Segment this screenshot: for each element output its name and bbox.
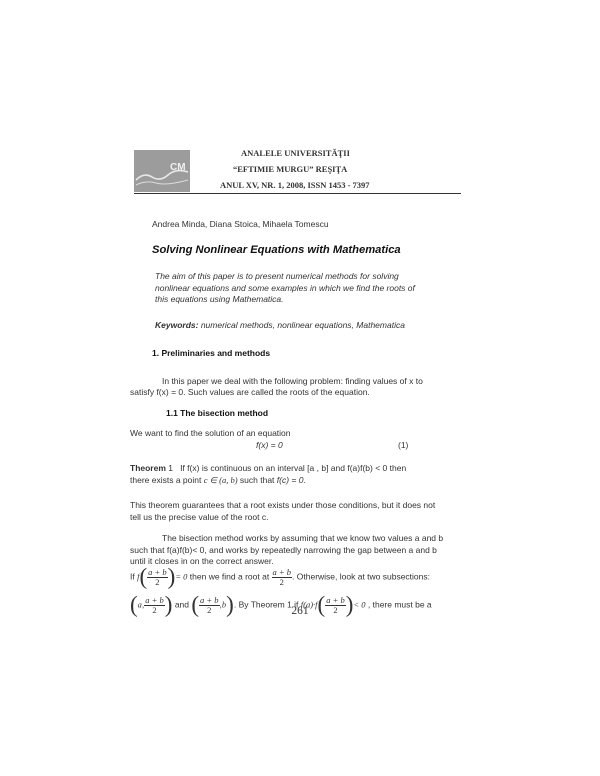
section-heading: 1. Preliminaries and methods: [152, 348, 271, 358]
university-logo: [134, 150, 190, 192]
theorem-text: If f(x) is continuous on an interval [a , b] and f(a)f(b) < 0 then: [180, 463, 407, 473]
fraction-denominator: 2: [152, 604, 157, 615]
left-paren: (: [317, 592, 326, 617]
remark-line: tell us the precise value of the root c.: [130, 511, 269, 522]
theorem-text: .: [303, 475, 306, 485]
authors: Andrea Minda, Diana Stoica, Mihaela Tomescu: [152, 219, 329, 229]
math-comma: ,: [219, 599, 222, 610]
right-paren: ): [167, 564, 176, 589]
subsection-heading: 1.1 The bisection method: [166, 408, 269, 418]
theorem-equation: f(c) = 0: [276, 475, 304, 485]
intro-line: In this paper we deal with the following problem: finding values of x to: [162, 376, 423, 386]
theorem-text: such that: [237, 475, 277, 485]
math-var: a: [137, 599, 142, 610]
math-text: , there must be a: [365, 599, 432, 610]
equation-number: (1): [398, 440, 409, 450]
keywords: [155, 320, 405, 330]
abstract-line: nonlinear equations and some examples in which we find the roots of: [155, 282, 415, 293]
page-number: 261: [291, 605, 309, 617]
fraction-denominator: 2: [333, 604, 338, 615]
bisection-line: until it closes in on the correct answer.: [130, 556, 274, 566]
abstract: [155, 271, 455, 306]
math-text: and: [172, 599, 192, 610]
logo-text: CM: [170, 162, 186, 173]
journal-name: ANALELE UNIVERSITĂŢII: [241, 148, 350, 158]
math-line-1: [130, 564, 430, 589]
keywords-text: numerical methods, nonlinear equations, Mathematica: [198, 320, 405, 330]
equation: f(x) = 0: [256, 440, 283, 450]
paper-title: Solving Nonlinear Equations with Mathematica: [152, 244, 401, 256]
fraction-numerator: a + b: [200, 594, 219, 605]
math-text: If: [130, 571, 138, 582]
fraction-numerator: a + b: [326, 594, 345, 605]
math-function: f: [137, 571, 140, 582]
keywords-label: Keywords:: [155, 320, 199, 330]
abstract-line: this equations using Mathematica.: [155, 294, 284, 305]
theorem-text: there exists a point: [130, 475, 204, 485]
math-text: . Otherwise, look at two subsections:: [292, 571, 430, 582]
fraction-denominator: 2: [155, 576, 160, 587]
fraction: [147, 568, 168, 587]
remark-line: This theorem guarantees that a root exists under those conditions, but it does not: [130, 500, 436, 510]
left-paren: (: [130, 592, 138, 617]
fraction: [272, 568, 293, 587]
want-text: We want to find the solution of an equation: [130, 428, 291, 438]
theorem-line-2: [130, 475, 306, 487]
bisection-line: such that f(a)f(b)< 0, and works by repeatedly narrowing the gap between a and b: [130, 545, 437, 555]
left-paren: (: [191, 592, 200, 617]
math-text: . By Theorem 1 if: [233, 599, 301, 610]
right-paren: ): [164, 592, 173, 617]
right-paren: ): [345, 592, 354, 617]
header-divider: [134, 193, 461, 194]
fraction-denominator: 2: [207, 604, 212, 615]
issue-info: ANUL XV, NR. 1, 2008, ISSN 1453 - 7397: [220, 180, 370, 190]
right-paren: ): [226, 592, 234, 617]
math-equals-zero: = 0: [175, 571, 188, 582]
math-var: b: [221, 599, 227, 610]
bisection-line: The bisection method works by assuming that we know two values a and b: [162, 533, 444, 543]
math-less-than-zero: < 0: [353, 599, 366, 610]
fraction-numerator: a + b: [148, 566, 167, 577]
fraction-denominator: 2: [279, 576, 284, 587]
math-comma: ,: [141, 599, 145, 610]
abstract-line: The aim of this paper is to present numerical methods for solving: [155, 271, 399, 281]
math-text: then we find a root at: [187, 571, 272, 582]
theorem-number: 1: [165, 463, 173, 473]
theorem-label: Theorem: [130, 463, 166, 473]
math-product: f(a)·f: [300, 599, 318, 610]
theorem-point: c ∈ (a, b): [203, 475, 238, 485]
left-paren: (: [139, 564, 148, 589]
theorem-line-1: [130, 463, 406, 475]
remark: [130, 500, 475, 523]
university-name: “EFTIMIE MURGU” REŞIŢA: [233, 164, 348, 174]
fraction-numerator: a + b: [272, 566, 292, 577]
university-logo-icon: [134, 150, 190, 192]
fraction-numerator: a + b: [145, 594, 164, 605]
intro-line: satisfy f(x) = 0. Such values are called the roots of the equation.: [130, 387, 370, 397]
